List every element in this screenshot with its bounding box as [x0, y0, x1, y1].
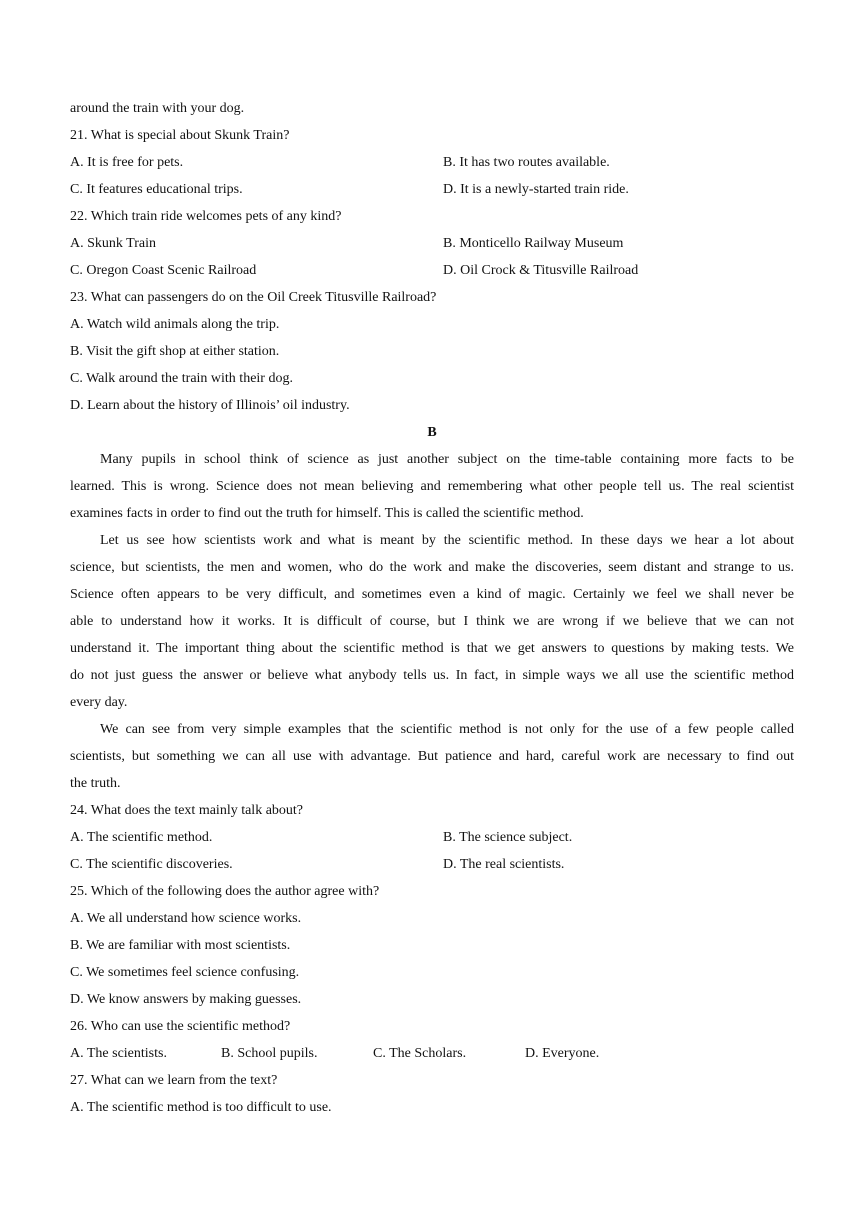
section-heading: B: [427, 425, 437, 440]
option-21-d: D. It is a newly-started train ride.: [443, 182, 629, 197]
option-22-b: B. Monticello Railway Museum: [443, 236, 624, 251]
option-23-b: B. Visit the gift shop at either station.: [70, 344, 280, 359]
question-21-options-row-2: [70, 176, 794, 203]
passage-continuation: around the train with your dog.: [70, 101, 245, 116]
paragraph-line: understand it. The important thing about the scientific method is that we get answers to questions by making tests. We: [70, 641, 794, 656]
option-27-a: A. The scientific method is too difficult to use.: [70, 1100, 332, 1115]
paragraph-line: do not just guess the answer or believe what anybody tells us. In fact, in simple ways we all use the scientific method: [70, 668, 794, 683]
option-24-b: B. The science subject.: [443, 830, 573, 845]
option-25-c: C. We sometimes feel science confusing.: [70, 965, 300, 980]
question-24-options-row-1: [70, 824, 794, 851]
option-25-b: B. We are familiar with most scientists.: [70, 938, 291, 953]
option-26-a: A. The scientists.: [70, 1046, 167, 1061]
option-26-b: B. School pupils.: [221, 1046, 318, 1061]
question-22-options-row-2: [70, 257, 794, 284]
paragraph-line: Let us see how scientists work and what is meant by the scientific method. In these days we hear a lot about: [100, 533, 794, 548]
option-26-c: C. The Scholars.: [373, 1046, 467, 1061]
paragraph-line: Many pupils in school think of science as just another subject on the time-table containing more facts to be: [100, 452, 794, 467]
question-22: 22. Which train ride welcomes pets of any kind?: [70, 209, 342, 224]
paragraph-line: We can see from very simple examples that the scientific method is not only for the use of a few people called: [100, 722, 794, 737]
option-21-a: A. It is free for pets.: [70, 155, 184, 170]
option-25-d: D. We know answers by making guesses.: [70, 992, 302, 1007]
paragraph-line: the truth.: [70, 776, 121, 791]
option-25-a: A. We all understand how science works.: [70, 911, 302, 926]
option-21-c: C. It features educational trips.: [70, 182, 243, 197]
option-22-c: C. Oregon Coast Scenic Railroad: [70, 263, 257, 278]
paragraph-line: science, but scientists, the men and women, who do the work and make the discoveries, seem distant and strange to us.: [70, 560, 794, 575]
option-23-a: A. Watch wild animals along the trip.: [70, 317, 280, 332]
option-23-d: D. Learn about the history of Illinois’ oil industry.: [70, 398, 350, 413]
paragraph-line: scientists, but something we can all use with advantage. But patience and hard, careful work are necessary to find out: [70, 749, 794, 764]
question-22-options-row-1: [70, 230, 794, 257]
option-23-c: C. Walk around the train with their dog.: [70, 371, 293, 386]
paragraph-line: Science often appears to be very difficult, and sometimes even a kind of magic. Certainly we feel we shall never be: [70, 587, 794, 602]
paragraph-line: learned. This is wrong. Science does not mean believing and remembering what other people tell us. The real scientist: [70, 479, 794, 494]
option-24-d: D. The real scientists.: [443, 857, 565, 872]
question-23: 23. What can passengers do on the Oil Creek Titusville Railroad?: [70, 290, 437, 305]
question-26: 26. Who can use the scientific method?: [70, 1019, 291, 1034]
paragraph-line: every day.: [70, 695, 128, 710]
question-26-options-row: [70, 1040, 794, 1067]
option-24-c: C. The scientific discoveries.: [70, 857, 233, 872]
option-24-a: A. The scientific method.: [70, 830, 213, 845]
question-21-options-row-1: [70, 149, 794, 176]
question-21: 21. What is special about Skunk Train?: [70, 128, 290, 143]
option-26-d: D. Everyone.: [525, 1046, 600, 1061]
option-22-d: D. Oil Crock & Titusville Railroad: [443, 263, 639, 278]
paragraph-line: examines facts in order to find out the truth for himself. This is called the scientific method.: [70, 506, 584, 521]
question-25: 25. Which of the following does the author agree with?: [70, 884, 380, 899]
question-27: 27. What can we learn from the text?: [70, 1073, 278, 1088]
paragraph-line: able to understand how it works. It is difficult of course, but I think we are wrong if we believe that we can not: [70, 614, 794, 629]
option-21-b: B. It has two routes available.: [443, 155, 610, 170]
question-24-options-row-2: [70, 851, 794, 878]
option-22-a: A. Skunk Train: [70, 236, 156, 251]
question-24: 24. What does the text mainly talk about?: [70, 803, 304, 818]
